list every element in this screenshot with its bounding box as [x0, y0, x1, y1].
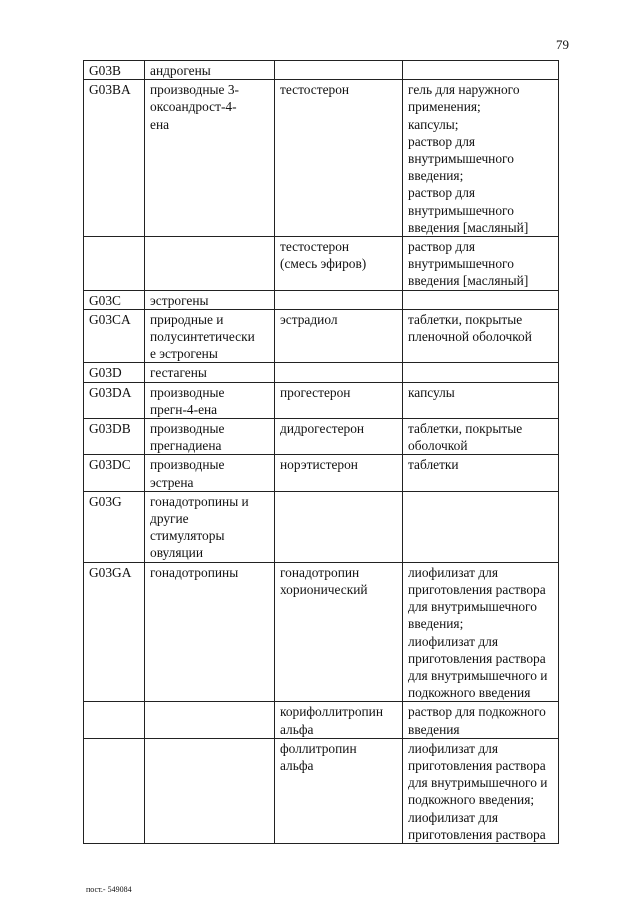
- table-row: [84, 562, 559, 702]
- dosage-form-cell: гель для наружного применения; капсулы; раствор для внутримышечного введения; раствор для внутримышечного введения [масляный]: [403, 80, 559, 237]
- drug-name-cell: тестостерон (смесь эфиров): [275, 237, 403, 291]
- drug-name-cell: [275, 491, 403, 562]
- atc-code-cell: G03C: [84, 290, 145, 309]
- drug-name-cell: [275, 363, 403, 382]
- drug-name-cell: тестостерон: [275, 80, 403, 237]
- atc-code-cell: G03DB: [84, 419, 145, 455]
- dosage-form-cell: капсулы: [403, 382, 559, 418]
- atc-code-cell: G03D: [84, 363, 145, 382]
- drug-name-cell: эстрадиол: [275, 309, 403, 363]
- dosage-form-cell: [403, 491, 559, 562]
- drug-name-cell: гонадотропин хорионический: [275, 562, 403, 702]
- atc-code-cell: G03G: [84, 491, 145, 562]
- group-name-cell: [145, 702, 275, 738]
- table-row: [84, 309, 559, 363]
- atc-code-cell: G03B: [84, 61, 145, 80]
- atc-code-cell: [84, 738, 145, 843]
- page-number: 79: [556, 37, 569, 52]
- atc-code-cell: G03BA: [84, 80, 145, 237]
- group-name-cell: производные 3- оксоандрост-4- ена: [145, 80, 275, 237]
- table-row: [84, 455, 559, 491]
- document-footer: пост.- 549084: [86, 885, 132, 894]
- table-row: [84, 80, 559, 237]
- table-row: [84, 237, 559, 291]
- atc-code-cell: G03CA: [84, 309, 145, 363]
- dosage-form-cell: [403, 290, 559, 309]
- atc-code-cell: G03DA: [84, 382, 145, 418]
- table-row: [84, 290, 559, 309]
- dosage-form-cell: [403, 61, 559, 80]
- group-name-cell: гонадотропины и другие стимуляторы овуляции: [145, 491, 275, 562]
- atc-code-cell: [84, 237, 145, 291]
- atc-code-cell: G03GA: [84, 562, 145, 702]
- atc-code-cell: G03DC: [84, 455, 145, 491]
- group-name-cell: гестагены: [145, 363, 275, 382]
- drug-name-cell: [275, 61, 403, 80]
- drug-table-body: [84, 61, 559, 844]
- drug-name-cell: фоллитропин альфа: [275, 738, 403, 843]
- group-name-cell: производные эстрена: [145, 455, 275, 491]
- dosage-form-cell: таблетки, покрытые пленочной оболочкой: [403, 309, 559, 363]
- table-row: [84, 363, 559, 382]
- group-name-cell: [145, 237, 275, 291]
- table-row: [84, 702, 559, 738]
- dosage-form-cell: раствор для внутримышечного введения [масляный]: [403, 237, 559, 291]
- group-name-cell: андрогены: [145, 61, 275, 80]
- group-name-cell: производные прегнадиена: [145, 419, 275, 455]
- drug-table: [83, 60, 559, 844]
- drug-name-cell: [275, 290, 403, 309]
- drug-name-cell: норэтистерон: [275, 455, 403, 491]
- dosage-form-cell: таблетки, покрытые оболочкой: [403, 419, 559, 455]
- table-row: [84, 738, 559, 843]
- table-row: [84, 491, 559, 562]
- drug-name-cell: прогестерон: [275, 382, 403, 418]
- table-row: [84, 382, 559, 418]
- dosage-form-cell: таблетки: [403, 455, 559, 491]
- group-name-cell: гонадотропины: [145, 562, 275, 702]
- dosage-form-cell: раствор для подкожного введения: [403, 702, 559, 738]
- dosage-form-cell: [403, 363, 559, 382]
- table-row: [84, 419, 559, 455]
- group-name-cell: производные прегн-4-ена: [145, 382, 275, 418]
- drug-name-cell: дидрогестерон: [275, 419, 403, 455]
- table-row: [84, 61, 559, 80]
- drug-name-cell: корифоллитропин альфа: [275, 702, 403, 738]
- dosage-form-cell: лиофилизат для приготовления раствора для внутримышечного и подкожного введения; лиофилизат для приготовления раствора: [403, 738, 559, 843]
- atc-code-cell: [84, 702, 145, 738]
- group-name-cell: эстрогены: [145, 290, 275, 309]
- group-name-cell: природные и полусинтетически е эстрогены: [145, 309, 275, 363]
- group-name-cell: [145, 738, 275, 843]
- dosage-form-cell: лиофилизат для приготовления раствора для внутримышечного введения; лиофилизат для приготовления раствора для внутримышечного и подкожного введения: [403, 562, 559, 702]
